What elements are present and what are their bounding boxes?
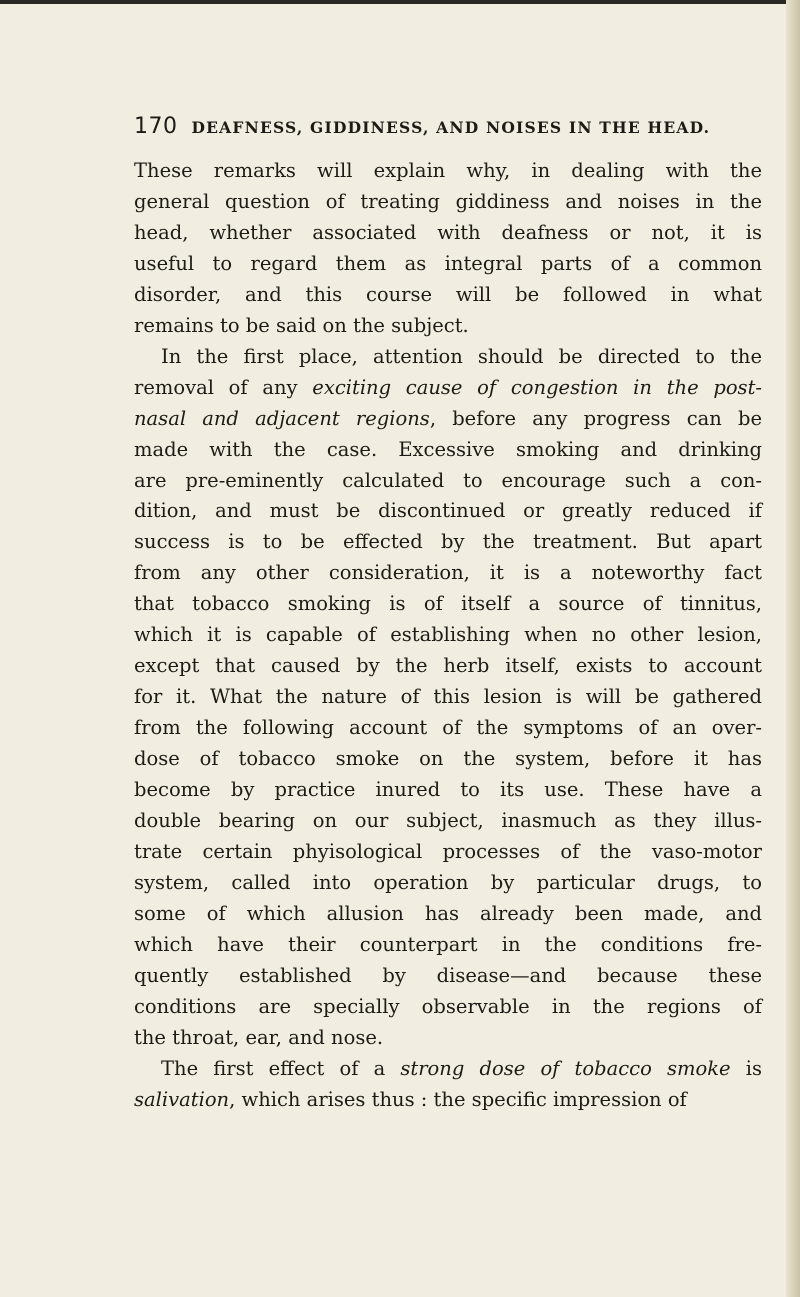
text-line: trate certain phyisological processes of the vaso-motor xyxy=(134,839,762,863)
text-line: dition, and must be discontinued or greatly reduced if xyxy=(134,499,762,523)
text-line: removal of any exciting cause of congestion in the post- xyxy=(134,375,762,399)
text-line: disorder, and this course will be followed in what xyxy=(134,282,762,306)
text-line: from the following account of the symptoms of an over- xyxy=(134,716,762,740)
text-line: system, called into operation by particular drugs, to xyxy=(134,870,762,894)
text-line: useful to regard them as integral parts of a common xyxy=(134,251,762,275)
text-line: nasal and adjacent regions, before any progress can be xyxy=(134,406,763,430)
body-text xyxy=(134,156,762,1116)
text-line: In the first place, attention should be directed to the xyxy=(161,344,762,368)
text-line: some of which allusion has already been made, and xyxy=(134,901,762,925)
text-line: dose of tobacco smoke on the system, before it has xyxy=(134,747,762,771)
text-line: for it. What the nature of this lesion is will be gathered xyxy=(134,685,762,709)
text-line: except that caused by the herb itself, exists to account xyxy=(134,654,762,678)
text-line: remains to be said on the subject. xyxy=(134,313,469,337)
text-line: head, whether associated with deafness or not, it is xyxy=(134,220,762,244)
text-line: which it is capable of establishing when no other lesion, xyxy=(134,623,762,647)
running-head xyxy=(134,114,710,146)
text-line: which have their counterpart in the conditions fre- xyxy=(134,932,762,956)
text-line: made with the case. Excessive smoking and drinking xyxy=(134,437,762,461)
text-line: success is to be effected by the treatment. But apart xyxy=(134,530,762,554)
text-line: from any other consideration, it is a noteworthy fact xyxy=(134,561,762,585)
text-line: conditions are specially observable in the regions of xyxy=(134,994,762,1018)
text-line: are pre-eminently calculated to encourage such a con- xyxy=(134,468,762,492)
text-line: These remarks will explain why, in dealing with the xyxy=(134,159,762,182)
text-line: double bearing on our subject, inasmuch as they illus- xyxy=(134,809,762,833)
running-head-title: DEAFNESS, GIDDINESS, AND NOISES IN THE HEAD. xyxy=(191,118,711,137)
text-line: quently established by disease—and because these xyxy=(134,963,762,987)
text-line: that tobacco smoking is of itself a source of tinnitus, xyxy=(134,592,762,616)
page-number: 170 xyxy=(134,114,178,139)
text-line: salivation, which arises thus : the specific impression of xyxy=(134,1087,687,1111)
text-line: become by practice inured to its use. These have a xyxy=(134,778,762,802)
text-line: the throat, ear, and nose. xyxy=(134,1025,384,1049)
text-line: general question of treating giddiness and noises in the xyxy=(134,189,762,213)
text-line: The first effect of a strong dose of tobacco smoke is xyxy=(161,1056,763,1080)
